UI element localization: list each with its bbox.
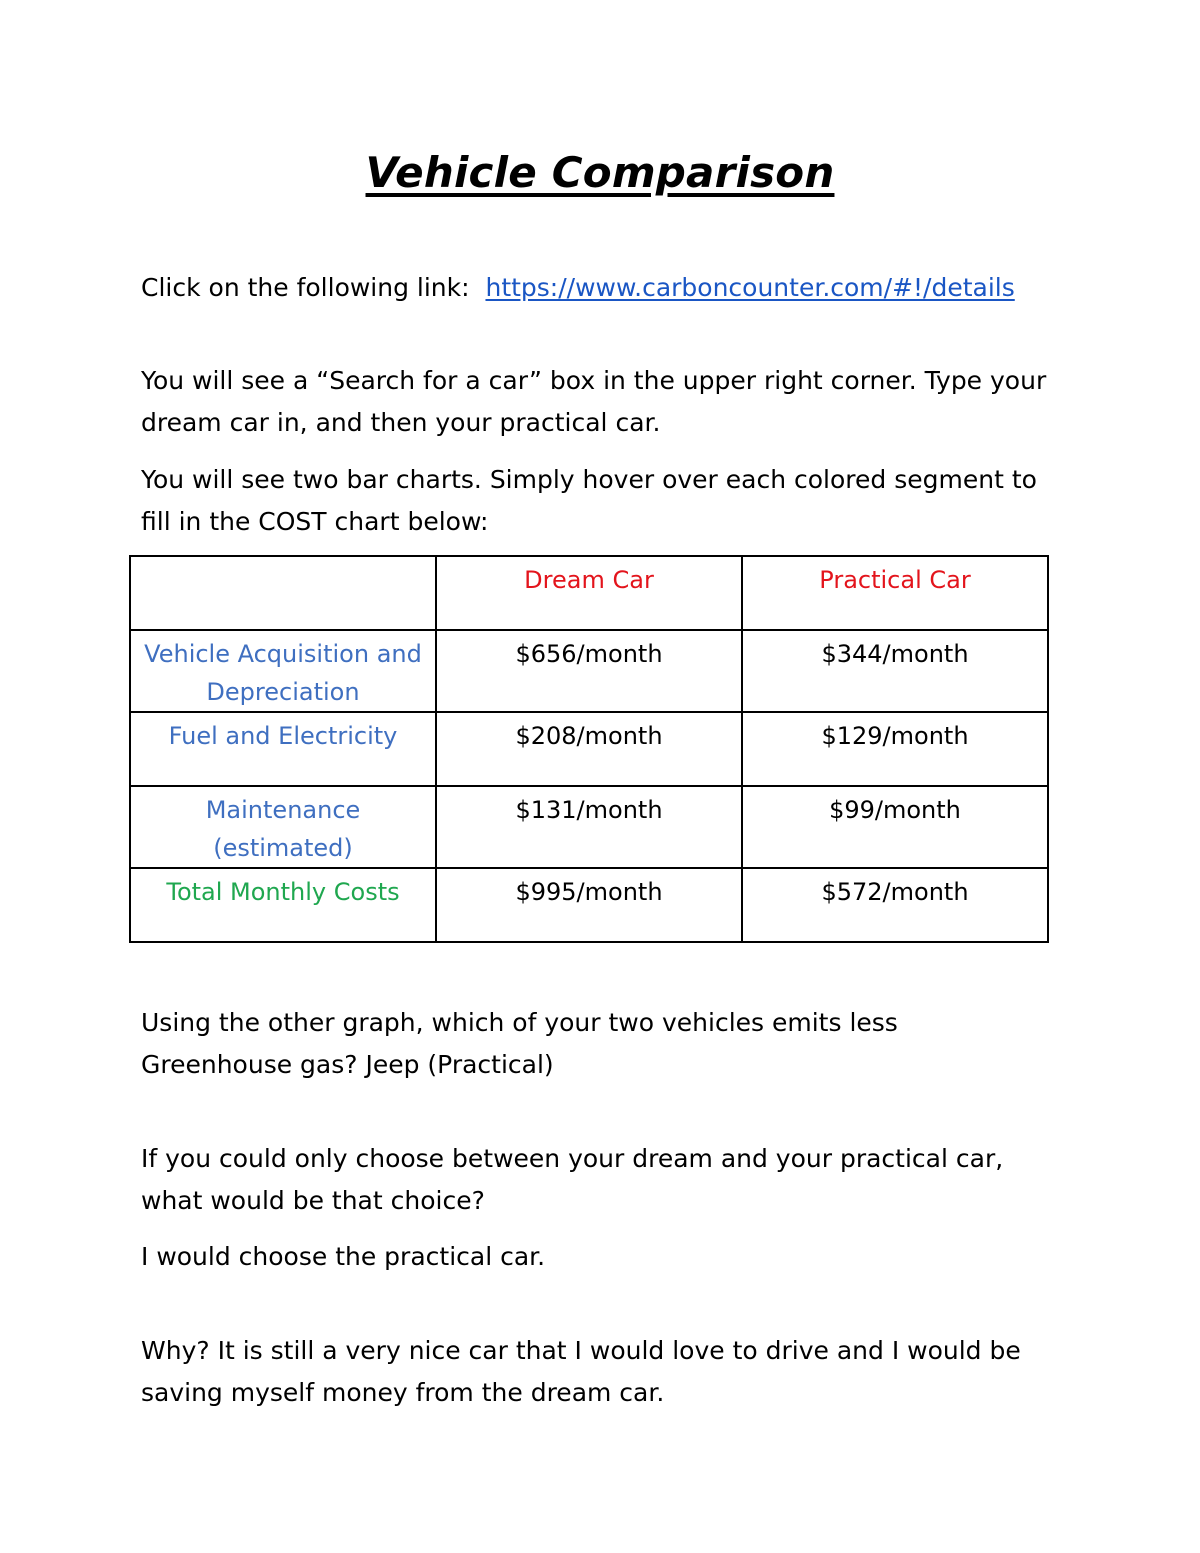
table-row	[130, 786, 1048, 868]
table-row	[130, 630, 1048, 712]
row-label-total: Total Monthly Costs	[130, 868, 436, 942]
link-paragraph	[141, 267, 1071, 309]
cell-practical-total: $572/month	[742, 868, 1048, 942]
instruction-paragraph-1: You will see a “Search for a car” box in the upper right corner. Type your dream car in, and then your practical car.	[141, 366, 1047, 437]
row-label-acquisition: Vehicle Acquisition and Depreciation	[130, 630, 436, 712]
instruction-paragraph-2: You will see two bar charts. Simply hover over each colored segment to fill in the COST chart below:	[141, 465, 1037, 536]
table-header-row	[130, 556, 1048, 630]
row-label-maintenance: Maintenance (estimated)	[130, 786, 436, 868]
cell-practical-maintenance: $99/month	[742, 786, 1048, 868]
table-row	[130, 868, 1048, 942]
header-cell-dream-car: Dream Car	[436, 556, 742, 630]
cell-dream-fuel: $208/month	[436, 712, 742, 786]
header-cell-practical-car: Practical Car	[742, 556, 1048, 630]
cell-practical-acquisition: $344/month	[742, 630, 1048, 712]
question-why: Why? It is still a very nice car that I would love to drive and I would be saving myself money from the dream car.	[141, 1336, 1021, 1407]
cell-dream-maintenance: $131/month	[436, 786, 742, 868]
carboncounter-link[interactable]: https://www.carboncounter.com/#!/details	[485, 273, 1015, 302]
header-cell-empty	[130, 556, 436, 630]
answer-choice: I would choose the practical car.	[141, 1242, 546, 1271]
cost-table	[129, 555, 1049, 943]
link-prefix: Click on the following link:	[141, 273, 470, 302]
table-row	[130, 712, 1048, 786]
cell-dream-total: $995/month	[436, 868, 742, 942]
row-label-fuel: Fuel and Electricity	[130, 712, 436, 786]
cell-practical-fuel: $129/month	[742, 712, 1048, 786]
cell-dream-acquisition: $656/month	[436, 630, 742, 712]
page-title: Vehicle Comparison	[365, 148, 835, 197]
question-greenhouse: Using the other graph, which of your two vehicles emits less Greenhouse gas? Jeep (Practical)	[141, 1008, 898, 1079]
question-choice: If you could only choose between your dream and your practical car, what would be that choice?	[141, 1144, 1004, 1215]
